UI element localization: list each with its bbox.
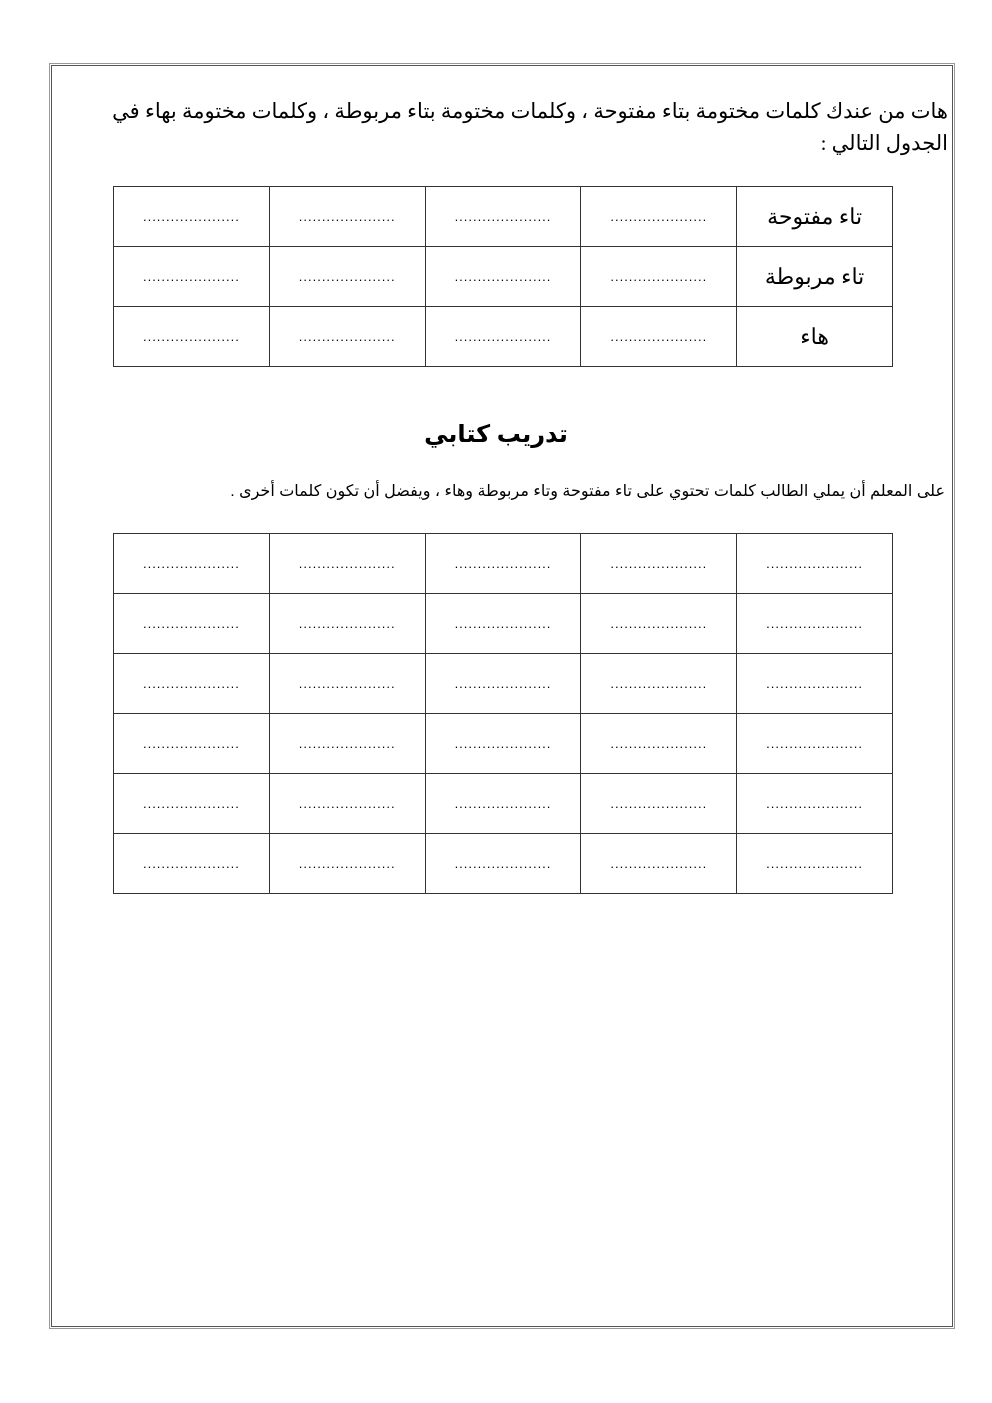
blank-cell[interactable]: ..................... xyxy=(425,247,581,307)
blank-cell[interactable]: ..................... xyxy=(269,534,425,594)
blank-cell[interactable]: ..................... xyxy=(425,187,581,247)
blank-cell[interactable]: ..................... xyxy=(425,774,581,834)
dictation-table xyxy=(113,533,893,894)
blank-cell[interactable]: ..................... xyxy=(269,774,425,834)
blank-cell[interactable]: ..................... xyxy=(737,834,893,894)
teacher-note: على المعلم أن يملي الطالب كلمات تحتوي على تاء مفتوحة وتاء مربوطة وهاء ، ويفضل أن تكون كلمات أخرى . xyxy=(230,483,945,500)
table-row xyxy=(114,594,893,654)
blank-cell[interactable]: ..................... xyxy=(581,534,737,594)
table-row xyxy=(114,774,893,834)
table-row xyxy=(114,714,893,774)
row-label: هاء xyxy=(737,307,893,367)
blank-cell[interactable]: ..................... xyxy=(114,594,270,654)
blank-cell[interactable]: ..................... xyxy=(737,534,893,594)
blank-cell[interactable]: ..................... xyxy=(269,594,425,654)
blank-cell[interactable]: ..................... xyxy=(737,594,893,654)
blank-cell[interactable]: ..................... xyxy=(114,534,270,594)
blank-cell[interactable]: ..................... xyxy=(425,834,581,894)
blank-cell[interactable]: ..................... xyxy=(425,714,581,774)
blank-cell[interactable]: ..................... xyxy=(114,774,270,834)
instruction-text: هات من عندك كلمات مختومة بتاء مفتوحة ، وكلمات مختومة بتاء مربوطة ، وكلمات مختومة بهاء في الجدول التالي : xyxy=(112,99,948,155)
blank-cell[interactable]: ..................... xyxy=(425,534,581,594)
table-row xyxy=(114,534,893,594)
word-endings-table xyxy=(113,186,893,367)
blank-cell[interactable]: ..................... xyxy=(581,654,737,714)
blank-cell[interactable]: ..................... xyxy=(114,307,270,367)
blank-cell[interactable]: ..................... xyxy=(269,307,425,367)
table-row xyxy=(114,834,893,894)
blank-cell[interactable]: ..................... xyxy=(425,654,581,714)
blank-cell[interactable]: ..................... xyxy=(581,834,737,894)
blank-cell[interactable]: ..................... xyxy=(114,714,270,774)
table-row xyxy=(114,307,893,367)
row-label: تاء مفتوحة xyxy=(737,187,893,247)
section-title: تدريب كتابي xyxy=(424,421,568,448)
table-row xyxy=(114,247,893,307)
blank-cell[interactable]: ..................... xyxy=(269,714,425,774)
blank-cell[interactable]: ..................... xyxy=(114,187,270,247)
blank-cell[interactable]: ..................... xyxy=(581,247,737,307)
blank-cell[interactable]: ..................... xyxy=(581,187,737,247)
blank-cell[interactable]: ..................... xyxy=(581,774,737,834)
blank-cell[interactable]: ..................... xyxy=(269,654,425,714)
blank-cell[interactable]: ..................... xyxy=(581,307,737,367)
blank-cell[interactable]: ..................... xyxy=(425,594,581,654)
blank-cell[interactable]: ..................... xyxy=(114,834,270,894)
blank-cell[interactable]: ..................... xyxy=(737,654,893,714)
table-row xyxy=(114,187,893,247)
blank-cell[interactable]: ..................... xyxy=(114,247,270,307)
blank-cell[interactable]: ..................... xyxy=(269,834,425,894)
table-row xyxy=(114,654,893,714)
blank-cell[interactable]: ..................... xyxy=(269,247,425,307)
blank-cell[interactable]: ..................... xyxy=(737,714,893,774)
blank-cell[interactable]: ..................... xyxy=(737,774,893,834)
blank-cell[interactable]: ..................... xyxy=(581,594,737,654)
blank-cell[interactable]: ..................... xyxy=(114,654,270,714)
blank-cell[interactable]: ..................... xyxy=(581,714,737,774)
blank-cell[interactable]: ..................... xyxy=(425,307,581,367)
blank-cell[interactable]: ..................... xyxy=(269,187,425,247)
row-label: تاء مربوطة xyxy=(737,247,893,307)
